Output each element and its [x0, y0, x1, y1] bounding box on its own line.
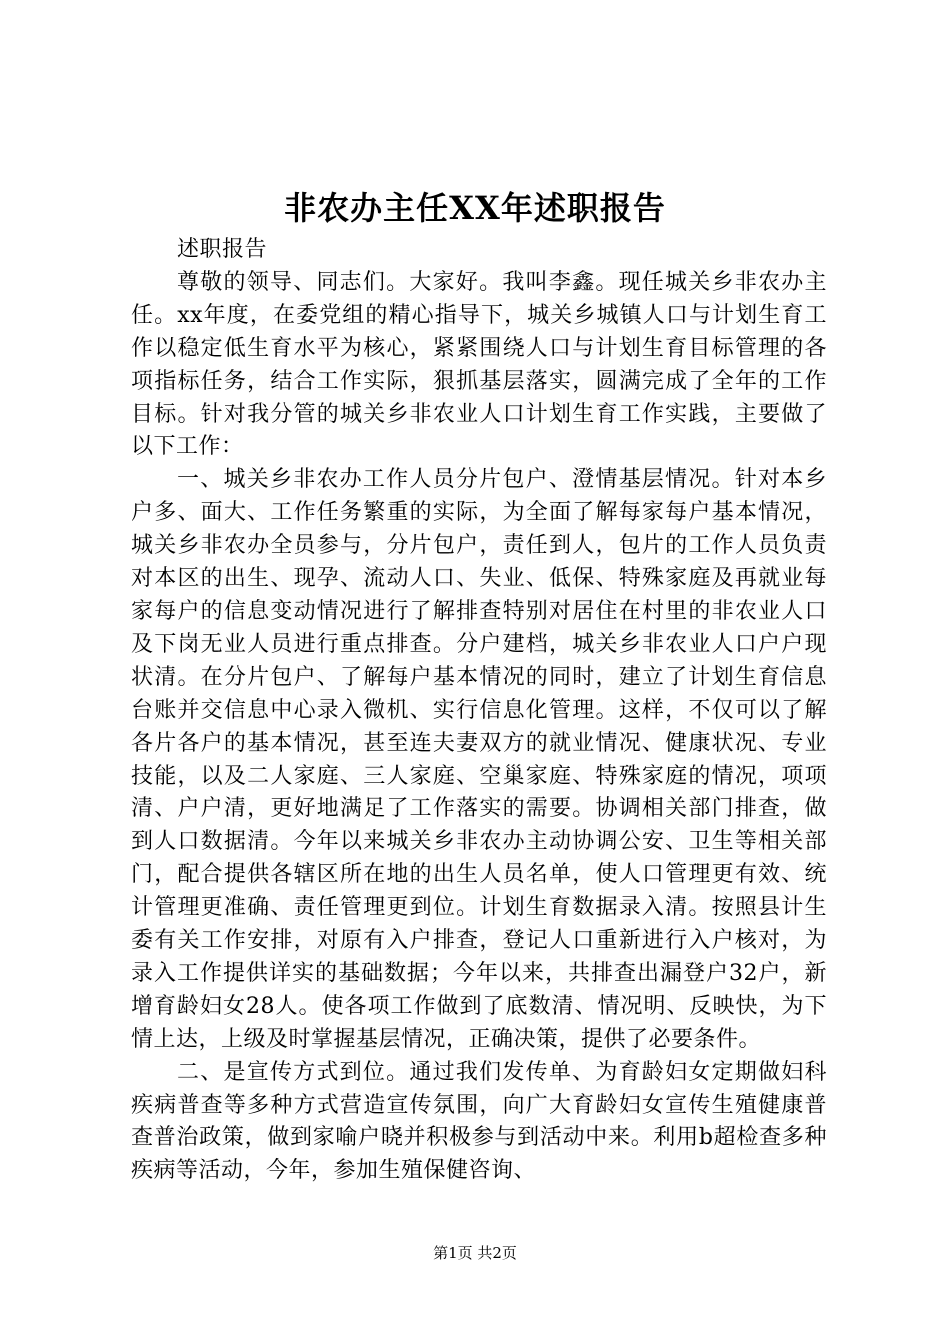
page-footer — [0, 1243, 950, 1263]
paragraph-section-1: 一、城关乡非农办工作人员分片包户、澄情基层情况。针对本乡户多、面大、工作任务繁重的实际，为全面了解每家每户基本情况，城关乡非农办全员参与，分片包户，责任到人，包片的工作人员负责对本区的出生、现孕、流动人口、失业、低保、特殊家庭及再就业每家每户的信息变动情况进行了解排查特别对居住在村里的非农业人口及下岗无业人员进行重点排查。分户建档，城关乡非农业人口户户现状清。在分片包户、了解每户基本情况的同时，建立了计划生育信息台账并交信息中心录入微机、实行信息化管理。这样，不仅可以了解各片各户的基本情况，甚至连夫妻双方的就业情况、健康状况、专业技能，以及二人家庭、三人家庭、空巢家庭、特殊家庭的情况，项项清、户户清，更好地满足了工作落实的需要。协调相关部门排查，做到人口数据清。今年以来城关乡非农办主动协调公安、卫生等相关部门，配合提供各辖区所在地的出生人员名单，使人口管理更有效、统计管理更准确、责任管理更到位。计划生育数据录入清。按照县计生委有关工作安排，对原有入户排查，登记人口重新进行入户核对，为录入工作提供详实的基础数据；今年以来，共排查出漏登户32户，新增育龄妇女28人。使各项工作做到了底数清、情况明、反映快，为下情上达，上级及时掌握基层情况，正确决策，提供了必要条件。 — [131, 467, 827, 1052]
paragraph-heading: 述职报告 — [177, 237, 268, 262]
paragraph-intro: 尊敬的领导、同志们。大家好。我叫李鑫。现任城关乡非农办主任。xx年度，在委党组的精心指导下，城关乡城镇人口与计划生育工作以稳定低生育水平为核心，紧紧围绕人口与计划生育目标管理的各项指标任务，结合工作实际，狠抓基层落实，圆满完成了全年的工作目标。针对我分管的城关乡非农业人口计划生育工作实践，主要做了以下工作： — [131, 269, 827, 460]
page-number: 第1页 共2页 — [433, 1244, 517, 1262]
document-body — [131, 234, 827, 1188]
paragraph-section-2: 二、是宣传方式到位。通过我们发传单、为育龄妇女定期做妇科疾病普查等多种方式营造宣传氛围，向广大育龄妇女宣传生殖健康普查普治政策，做到家喻户晓并积极参与到活动中来。利用b超检查多种疾病等活动，今年，参加生殖保健咨询、 — [131, 1059, 827, 1184]
document-title: 非农办主任XX年述职报告 — [284, 189, 666, 227]
